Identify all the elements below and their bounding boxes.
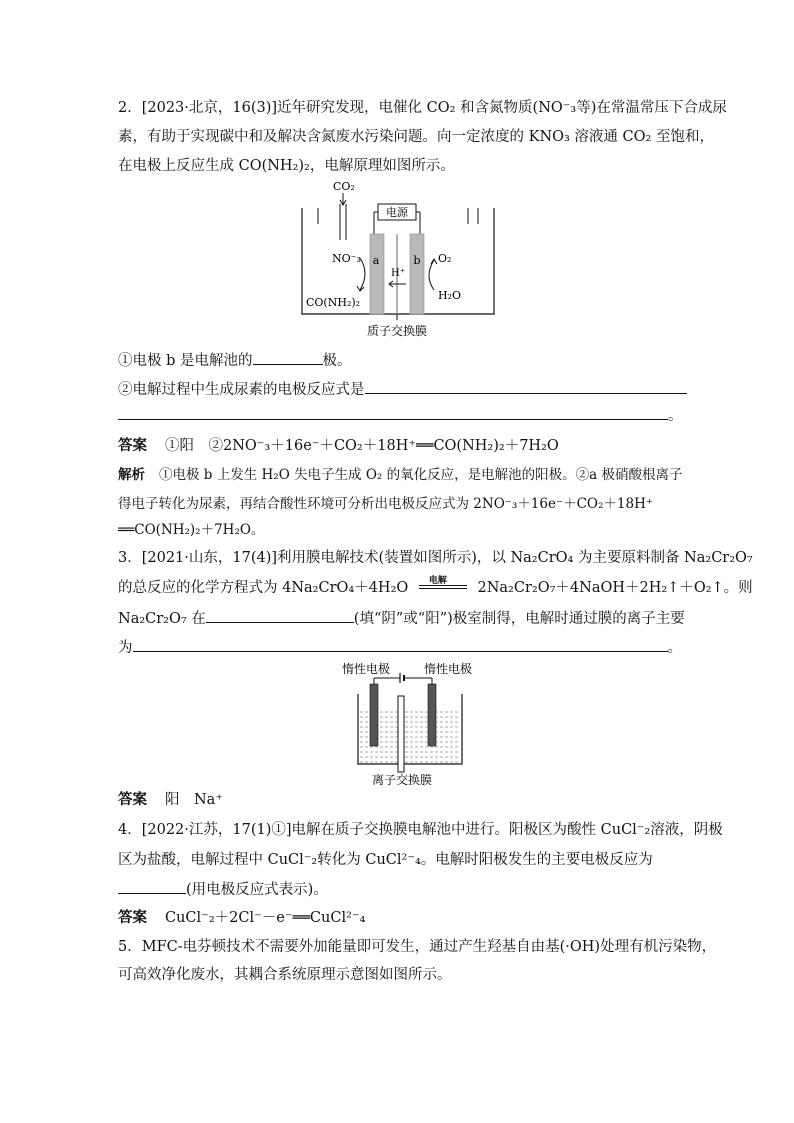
electrode-b — [410, 234, 424, 314]
q3-line-2-right: 2Na₂Cr₂O₇＋4NaOH＋2H₂↑＋O₂↑。则 — [477, 580, 753, 596]
q5-line-2: 可高效净化废水，其耦合系统原理示意图如图所示。 — [118, 967, 452, 983]
q2-answer-text: ①阳 ②2NO⁻₃＋16e⁻＋CO₂＋18H⁺══CO(NH₂)₂＋7H₂O — [165, 438, 559, 454]
q2-sub-1-suffix: 极。 — [322, 353, 352, 369]
electrode-b-label: b — [413, 254, 421, 267]
q2-sub-2-cont — [118, 405, 683, 426]
q3-blank-1[interactable] — [206, 608, 354, 623]
ion-membrane-label: 离子交换膜 — [371, 773, 433, 787]
q2-sub-2-end: 。 — [668, 408, 683, 424]
left-inert-electrode — [370, 684, 378, 746]
q3-line-1: 3．[2021·山东，17(4)]利用膜电解技术(装置如图所示)，以 Na₂CrO₄ 为主要原料制备 Na₂Cr₂O₇ — [118, 550, 753, 566]
q2-sub-1-prefix: ①电极 b 是电解池的 — [118, 353, 253, 369]
q2-line-2: 素，有助于实现碳中和及解决含氮废水污染问题。向一定浓度的 KNO₃ 溶液通 CO₂ 至饱和， — [118, 129, 714, 145]
q3-answer-text: 阳 Na⁺ — [165, 792, 223, 808]
q2-analysis-line-1: ①电极 b 上发生 H₂O 失电子生成 O₂ 的氧化反应，是电解池的阳极。②a 极硝酸根离子 — [159, 467, 683, 483]
q2-sub-2-blank-1[interactable] — [365, 379, 687, 394]
q4-line-3 — [118, 879, 328, 900]
q3-line-3-left: Na₂Cr₂O₇ 在 — [118, 611, 206, 627]
q2-answer — [118, 436, 559, 456]
q2-sub-1 — [118, 350, 352, 371]
q3-blank-2[interactable] — [133, 637, 668, 652]
q2-sub-2 — [118, 379, 687, 400]
electrolysis-condition-arrow — [419, 576, 467, 595]
q2-electrolysis-diagram — [290, 178, 500, 340]
q3-line-2 — [118, 578, 753, 598]
q2-sub-1-blank[interactable] — [253, 350, 323, 365]
left-electrode-label: 惰性电极 — [342, 662, 391, 676]
q2-analysis-line-2: 得电子转化为尿素，再结合酸性环境可分析出电极反应式为 2NO⁻₃＋16e⁻＋CO₂＋18H⁺ — [118, 496, 653, 512]
q2-sub-2-blank-2[interactable] — [118, 405, 668, 420]
q2-analysis-line-3: ══CO(NH₂)₂＋7H₂O。 — [118, 522, 265, 538]
q2-analysis-label: 解析 — [118, 467, 145, 483]
urea-label: CO(NH₂)₂ — [306, 296, 361, 309]
q3-line-4-left: 为 — [118, 640, 133, 656]
q4-answer — [118, 908, 365, 928]
hplus-label: H⁺ — [391, 268, 405, 279]
nitrate-label: NO⁻₃ — [332, 252, 361, 265]
q2-analysis-1 — [118, 465, 682, 485]
q4-line-3-suffix: (用电极反应式表示)。 — [186, 882, 328, 898]
q4-line-2: 区为盐酸，电解过程中 CuCl⁻₂转化为 CuCl²⁻₄。电解时阳极发生的主要电极反应为 — [118, 852, 653, 868]
q4-answer-text: CuCl⁻₂＋2Cl⁻－e⁻══CuCl²⁻₄ — [165, 910, 366, 926]
q2-answer-label: 答案 — [118, 438, 147, 454]
q2-sub-2-prefix: ②电解过程中生成尿素的电极反应式是 — [118, 382, 365, 398]
q3-membrane-diagram — [340, 660, 480, 788]
q3-line-3-right: (填“阴”或“阳”)极室制得，电解时通过膜的离子主要 — [353, 611, 685, 627]
q4-blank[interactable] — [118, 879, 186, 894]
electrode-a — [370, 234, 384, 314]
right-electrode-label: 惰性电极 — [424, 662, 473, 676]
q2-line-3: 在电极上反应生成 CO(NH₂)₂，电解原理如图所示。 — [118, 158, 455, 174]
q3-line-4-end: 。 — [667, 640, 682, 656]
h2o-label: H₂O — [438, 289, 462, 302]
q5-line-1: 5．MFC-电芬顿技术不需要外加能量即可发生，通过产生羟基自由基(·OH)处理有机污染物， — [118, 939, 717, 955]
electrode-a-label: a — [372, 254, 380, 267]
q4-line-1: 4．[2022·江苏，17(1)①]电解在质子交换膜电解池中进行。阳极区为酸性 CuCl⁻₂溶液，阴极 — [118, 822, 723, 838]
q3-answer-label: 答案 — [118, 792, 147, 808]
membrane-label: 质子交换膜 — [366, 324, 428, 338]
power-source-label: 电源 — [386, 206, 408, 219]
q3-answer — [118, 790, 223, 810]
q3-line-3 — [118, 608, 685, 629]
q3-line-2-left: 的总反应的化学方程式为 4Na₂CrO₄＋4H₂O — [118, 580, 409, 596]
ion-exchange-membrane — [398, 696, 404, 772]
right-inert-electrode — [428, 684, 436, 746]
co2-label: CO₂ — [333, 180, 355, 193]
q4-answer-label: 答案 — [118, 910, 147, 926]
o2-label: O₂ — [438, 252, 452, 265]
electrolysis-condition: 电解 — [428, 576, 447, 586]
q2-line-1: 2．[2023·北京，16(3)]近年研究发现，电催化 CO₂ 和含氮物质(NO⁻₃等)在常温常压下合成尿 — [118, 100, 727, 116]
q3-line-4 — [118, 637, 682, 658]
